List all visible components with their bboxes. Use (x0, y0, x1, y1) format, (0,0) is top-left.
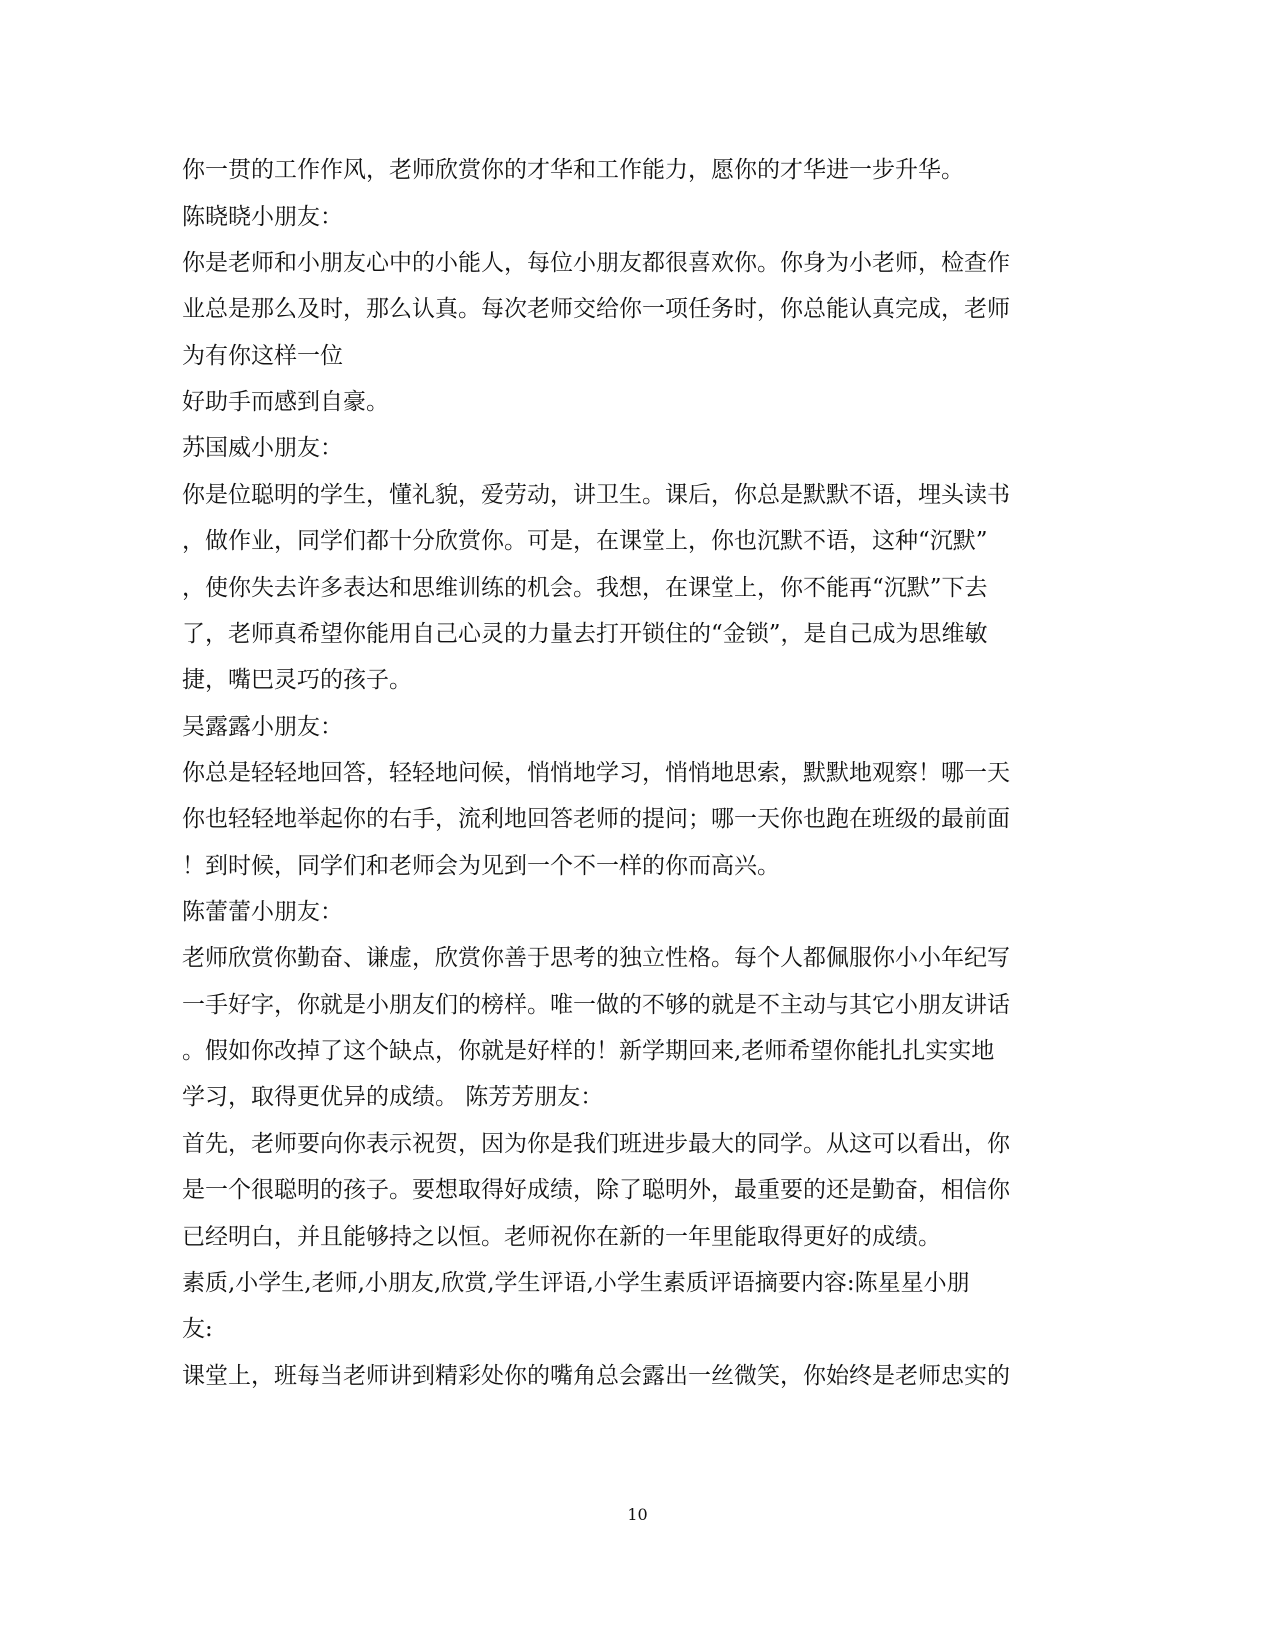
text-line: 吴露露小朋友： (182, 714, 343, 740)
page-number: 10 (627, 1505, 648, 1524)
text-line: 了，老师真希望你能用自己心灵的力量去打开锁住的“金锁”，是自己成为思维敏 (182, 621, 988, 647)
text-line: ，使你失去许多表达和思维训练的机会。我想，在课堂上，你不能再“沉默”下去 (182, 575, 988, 601)
text-line: 陈晓晓小朋友： (182, 204, 343, 230)
text-line: ，做作业，同学们都十分欣赏你。可是，在课堂上，你也沉默不语，这种“沉默” (182, 528, 988, 554)
text-line: 你也轻轻地举起你的右手，流利地回答老师的提问；哪一天你也跑在班级的最前面 (182, 806, 1010, 832)
text-line: 你一贯的工作作风，老师欣赏你的才华和工作能力，愿你的才华进一步升华。 (182, 157, 964, 183)
text-line: 为有你这样一位 (182, 343, 343, 369)
text-line: 苏国威小朋友： (182, 435, 343, 461)
text-line: 首先，老师要向你表示祝贺，因为你是我们班进步最大的同学。从这可以看出，你 (182, 1131, 1010, 1157)
text-line: 课堂上，班每当老师讲到精彩处你的嘴角总会露出一丝微笑，你始终是老师忠实的 (182, 1363, 1010, 1389)
text-line: 你是老师和小朋友心中的小能人，每位小朋友都很喜欢你。你身为小老师，检查作 (182, 250, 1010, 276)
text-line: 你是位聪明的学生，懂礼貌，爱劳动，讲卫生。课后，你总是默默不语，埋头读书 (182, 482, 1010, 508)
text-line: ！到时候，同学们和老师会为见到一个不一样的你而高兴。 (182, 853, 780, 879)
text-line: 友: (182, 1316, 213, 1342)
text-line: 好助手而感到自豪。 (182, 389, 389, 415)
text-line: 是一个很聪明的孩子。要想取得好成绩，除了聪明外，最重要的还是勤奋，相信你 (182, 1177, 1010, 1203)
text-line: 。假如你改掉了这个缺点，你就是好样的！新学期回来,老师希望你能扎扎实实地 (182, 1038, 995, 1064)
text-line: 业总是那么及时，那么认真。每次老师交给你一项任务时，你总能认真完成，老师 (182, 296, 1010, 322)
text-line: 老师欣赏你勤奋、谦虚，欣赏你善于思考的独立性格。每个人都佩服你小小年纪写 (182, 945, 1010, 971)
text-line: 学习，取得更优异的成绩。 陈芳芳朋友： (182, 1084, 604, 1110)
text-line: 素质,小学生,老师,小朋友,欣赏,学生评语,小学生素质评语摘要内容:陈星星小朋 (182, 1270, 970, 1296)
text-line: 你总是轻轻地回答，轻轻地问候，悄悄地学习，悄悄地思索，默默地观察！哪一天 (182, 760, 1010, 786)
text-line: 陈蕾蕾小朋友： (182, 899, 343, 925)
text-line: 一手好字，你就是小朋友们的榜样。唯一做的不够的就是不主动与其它小朋友讲话 (182, 992, 1010, 1018)
text-line: 已经明白，并且能够持之以恒。老师祝你在新的一年里能取得更好的成绩。 (182, 1224, 941, 1250)
text-line: 捷，嘴巴灵巧的孩子。 (182, 667, 412, 693)
